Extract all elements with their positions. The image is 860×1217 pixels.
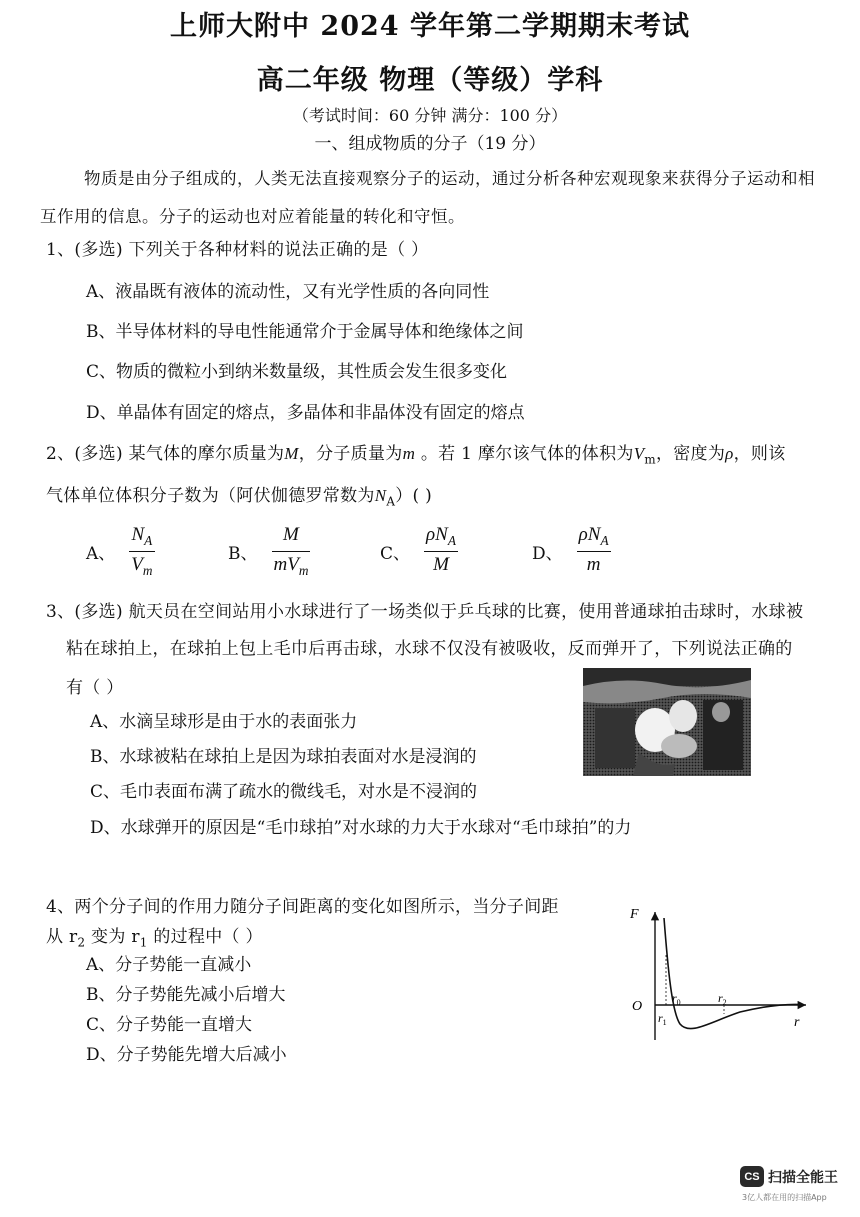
q4-option-c: C、分子势能一直增大: [86, 1015, 253, 1035]
graph-r2-label: $r_2$: [718, 991, 727, 1007]
q2-stem-line1: 2、(多选) 某气体的摩尔质量为M，分子质量为m 。若 1 摩尔该气体的体积为$V_m$，密度为ρ，则该: [46, 444, 786, 467]
q1-option-b: B、半导体材料的导电性能通常介于金属导体和绝缘体之间: [86, 322, 524, 342]
q2-choice-b-fraction: $\frac{M}{mV_m}$: [273, 524, 309, 578]
section-heading: 一、组成物质的分子（19 分）: [314, 134, 546, 154]
q2-choice-c-fraction: $\frac{\rho N_A}{M}$: [426, 524, 456, 575]
q3-option-b: B、水球被粘在球拍上是因为球拍表面对水是浸润的: [90, 747, 477, 767]
q3-option-d: D、水球弹开的原因是“毛巾球拍”对水球的力大于水球对“毛巾球拍”的力: [90, 818, 632, 838]
q3-stem-line1: 3、(多选) 航天员在空间站用小水球进行了一场类似于乒乓球的比赛，使用普通球拍击球时，水球被: [46, 602, 804, 622]
q4-stem-line1: 4、两个分子间的作用力随分子间距离的变化如图所示，当分子间距: [46, 897, 559, 917]
scanner-logo: [740, 1166, 838, 1187]
graph-r0-label: $r_0$: [672, 991, 681, 1007]
force-distance-graph: [620, 900, 820, 1050]
q2-choice-d-fraction: $\frac{\rho N_A}{m}$: [578, 524, 609, 575]
graph-r1-label: $r_1$: [658, 1011, 667, 1027]
q3-stem-line3: 有（ ）: [66, 678, 124, 698]
exam-title: 上师大附中 2024 学年第二学期期末考试: [170, 11, 690, 42]
graph-x-label: r: [794, 1015, 800, 1030]
exam-info: （考试时间：60 分钟 满分：100 分）: [292, 106, 568, 125]
q3-stem-line2: 粘在球拍上，在球拍上包上毛巾后再击球，水球不仅没有被吸收，反而弹开了，下列说法正确的: [66, 639, 793, 659]
q1-option-d: D、单晶体有固定的熔点，多晶体和非晶体没有固定的熔点: [86, 403, 525, 423]
q2-choice-c: C、 $\frac{\rho N_A}{M}$: [380, 524, 458, 579]
q1-option-a: A、液晶既有液体的流动性，又有光学性质的各向同性: [86, 282, 490, 302]
astronaut-photo: [583, 668, 751, 776]
q2-choice-a: A、 $\frac{N_A}{V_m}$: [86, 524, 153, 578]
q1-option-c: C、物质的微粒小到纳米数量级，其性质会发生很多变化: [86, 362, 508, 382]
q2-choice-b: B、 $\frac{M}{mV_m}$: [228, 524, 309, 578]
q3-option-c: C、毛巾表面布满了疏水的微线毛，对水是不浸润的: [90, 782, 478, 802]
q4-option-d: D、分子势能先增大后减小: [86, 1045, 287, 1065]
scanner-brand: 扫描全能王: [768, 1169, 838, 1186]
cs-logo-icon: CS: [740, 1166, 764, 1187]
q2-choice-a-fraction: $\frac{N_A}{V_m}$: [131, 524, 153, 578]
q2-choice-d: D、 $\frac{\rho N_A}{m}$: [532, 524, 611, 579]
q4-stem-line2: 从 $r_2$ 变为 $r_1$ 的过程中（ ）: [46, 927, 263, 950]
q2-stem-line2: 气体单位体积分子数为（阿伏伽德罗常数为$N_A$）( ): [46, 486, 433, 509]
force-curve: [664, 918, 800, 1029]
q3-option-a: A、水滴呈球形是由于水的表面张力: [90, 712, 358, 732]
q4-option-a: A、分子势能一直减小: [86, 955, 252, 975]
scanner-tagline: 3亿人都在用的扫描App: [742, 1193, 827, 1202]
graph-origin: O: [632, 999, 643, 1014]
q1-stem: 1、(多选) 下列关于各种材料的说法正确的是（ ）: [46, 240, 429, 260]
q4-option-b: B、分子势能先减小后增大: [86, 985, 286, 1005]
graph-y-label: F: [630, 907, 639, 922]
exam-subtitle: 高二年级 物理（等级）学科: [256, 65, 604, 96]
intro-paragraph: 物质是由分子组成的，人类无法直接观察分子的运动，通过分析各种宏观现象来获得分子运动和相互作用的信息。分子的运动也对应着能量的转化和守恒。: [40, 169, 815, 226]
